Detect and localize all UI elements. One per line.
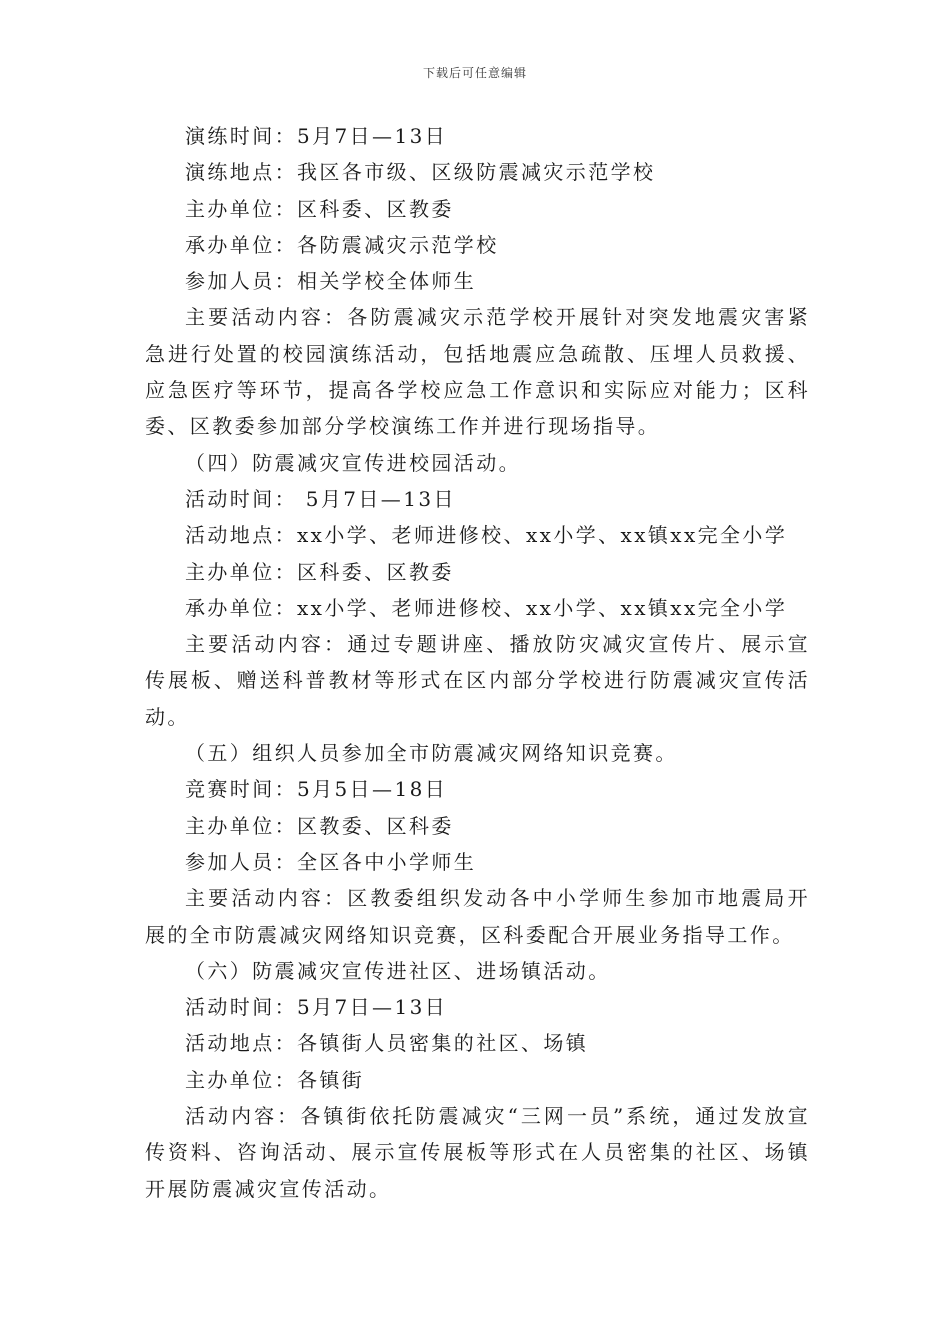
- campus-activity-organizer: 主办单位：区科委、区教委: [185, 559, 454, 584]
- community-activity-organizer: 主办单位：各镇街: [185, 1067, 365, 1092]
- campus-activity-location: 活动地点：xx小学、老师进修校、xx小学、xx镇xx完全小学: [185, 523, 788, 548]
- section-heading-4: （四）防震减灾宣传进校园活动。: [185, 450, 521, 475]
- campus-activity-undertaker: 承办单位：xx小学、老师进修校、xx小学、xx镇xx完全小学: [185, 595, 788, 620]
- document-body: [145, 118, 810, 1207]
- contest-content: 主要活动内容：区教委组织发动各中小学师生参加市地震局开展的全市防震减灾网络知识竞赛，区科委配合开展业务指导工作。: [145, 886, 810, 947]
- drill-participants: 参加人员：相关学校全体师生: [185, 269, 477, 294]
- drill-undertaker: 承办单位：各防震减灾示范学校: [185, 232, 499, 257]
- community-activity-location: 活动地点：各镇街人员密集的社区、场镇: [185, 1031, 589, 1056]
- page-header: 下载后可任意编辑: [422, 66, 527, 80]
- contest-participants: 参加人员：全区各中小学师生: [185, 849, 477, 874]
- campus-activity-time: 活动时间： 5月7日—13日: [185, 486, 456, 511]
- drill-location: 演练地点：我区各市级、区级防震减灾示范学校: [185, 160, 656, 185]
- drill-organizer: 主办单位：区科委、区教委: [185, 196, 454, 221]
- drill-content: 主要活动内容：各防震减灾示范学校开展针对突发地震灾害紧急进行处置的校园演练活动，包括地震应急疏散、压埋人员救援、应急医疗等环节，提高各学校应急工作意识和实际应对能力；区科委、区教委参加部分学校演练工作并进行现场指导。: [145, 305, 810, 439]
- campus-activity-content: 主要活动内容：通过专题讲座、播放防灾减灾宣传片、展示宣传展板、赠送科普教材等形式在区内部分学校进行防震减灾宣传活动。: [145, 632, 810, 729]
- community-activity-time: 活动时间：5月7日—13日: [185, 995, 448, 1020]
- section-heading-5: （五）组织人员参加全市防震减灾网络知识竞赛。: [185, 741, 678, 766]
- contest-organizer: 主办单位：区教委、区科委: [185, 813, 454, 838]
- drill-time: 演练时间：5月7日—13日: [185, 124, 448, 148]
- contest-time: 竞赛时间：5月5日—18日: [185, 777, 448, 802]
- section-heading-6: （六）防震减灾宣传进社区、进场镇活动。: [185, 958, 611, 983]
- community-activity-content: 活动内容：各镇街依托防震减灾“三网一员”系统，通过发放宣传资料、咨询活动、展示宣传展板等形式在人员密集的社区、场镇开展防震减灾宣传活动。: [145, 1104, 810, 1201]
